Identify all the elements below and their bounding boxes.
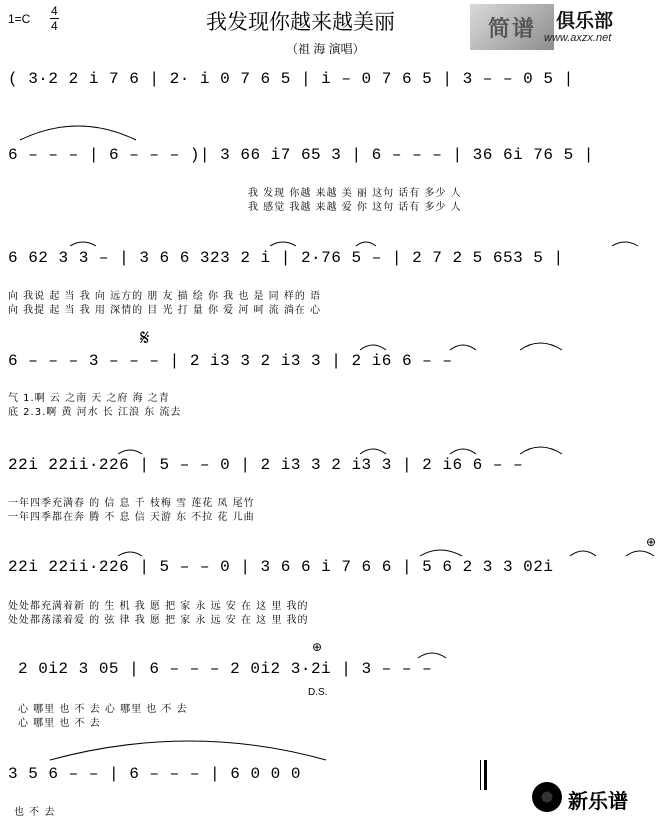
- slur-row5-66: [520, 447, 562, 454]
- slur-row4-33a: [360, 345, 386, 350]
- slur-row8-long: [50, 741, 326, 760]
- performer-credit: （祖 海 演唱）: [286, 42, 365, 56]
- record-disc-icon: [532, 782, 562, 812]
- score-row-6: 22i 22ii·226 | 5 – – 0 | 3 6 6 i 7 6 6 | 5 6 2 3 3 02i: [8, 558, 554, 576]
- score-row-3: 6 62 3 3 – | 3 6 6 323 2 i | 2·76 5 – | 2 7 2 5 653 5 |: [8, 249, 564, 267]
- score-row-1: ( 3·2 2 i 7 6 | 2· i 0 7 6 5 | i – 0 7 6 5 | 3 – – 0 5 |: [8, 70, 574, 88]
- slur-row4-33b: [450, 345, 476, 350]
- slur-row6-2i: [626, 551, 654, 556]
- score-row-4: 6 – – – 3 – – – | 2 i3 3 2 i3 3 | 2 i6 6 – –: [8, 352, 453, 370]
- lyric-row-2-verse-1: 我 发现 你越 来越 美 丽 这句 话有 多少 人: [248, 188, 462, 199]
- slur-row7-2i: [418, 653, 446, 658]
- slur-row6-76: [420, 550, 462, 556]
- slur-row3-33: [70, 242, 96, 246]
- slur-row4-66: [520, 343, 562, 350]
- lyric-row-6-verse-2: 处处都荡漾着爱 的 弦 律 我 愿 把 家 永 远 安 在 这 里 我的: [8, 615, 309, 626]
- lyric-row-8: 也 不 去: [14, 807, 56, 818]
- lyric-row-2-verse-2: 我 感觉 我越 来越 爱 你 这句 话有 多少 人: [248, 202, 462, 213]
- lyric-row-4-verse-1: 气 1.啊 云 之南 天 之府 海 之青: [8, 393, 170, 404]
- logo-brand-left: 简谱: [470, 4, 554, 50]
- slur-row3-35: [612, 242, 638, 246]
- slur-row6-33: [570, 551, 596, 556]
- lyric-row-5-verse-2: 一年四季都在奔 腾 不 息 信 天游 东 不拉 花 儿曲: [8, 512, 255, 523]
- time-signature-top: 4: [51, 4, 58, 18]
- song-title: 我发现你越来越美丽: [206, 10, 395, 34]
- new-score-badge: [532, 782, 660, 812]
- slur-row3-2i: [270, 242, 296, 246]
- time-signature-bottom: 4: [51, 19, 58, 33]
- lyric-row-4-verse-2: 底 2.3.啊 黄 河水 长 江浪 东 流去: [8, 407, 182, 418]
- slur-row3-76: [356, 242, 376, 246]
- segno-marker: 𝄋: [140, 326, 150, 351]
- slur-row5-33b: [450, 449, 476, 454]
- lyric-row-3-verse-2: 向 我提 起 当 我 用 深情的 目 光 打 量 你 爱 河 呵 流 淌在 心: [8, 305, 322, 316]
- score-row-2: 6 – – – | 6 – – – )| 3 66 i7 65 3 | 6 – – – | 36 6i 76 5 |: [8, 146, 594, 164]
- slur-row5-33a: [360, 449, 386, 454]
- logo-brand-right: 俱乐部: [556, 10, 614, 32]
- slur-row2-intro: [20, 126, 136, 140]
- slur-row5-26: [118, 450, 142, 454]
- badge-label: 新乐谱: [568, 789, 628, 813]
- logo-url: www.axzx.net: [544, 32, 612, 44]
- score-row-7: 2 0i2 3 05 | 6 – – – 2 0i2 3·2i | 3 – – –: [18, 660, 433, 678]
- ds-marker: D.S.: [308, 687, 328, 698]
- lyric-row-7-verse-2: 心 哪里 也 不 去: [18, 718, 101, 729]
- lyric-row-6-verse-1: 处处都充满着新 的 生 机 我 愿 把 家 永 远 安 在 这 里 我的: [8, 601, 309, 612]
- slur-row6-26: [118, 552, 142, 556]
- coda-marker-1: ⊕: [646, 535, 657, 549]
- lyric-row-3-verse-1: 向 我说 起 当 我 向 远方的 朋 友 描 绘 你 我 也 是 同 样的 语: [8, 291, 322, 302]
- score-row-8: 3 5 6 – – | 6 – – – | 6 0 0 0: [8, 765, 301, 783]
- score-row-5: 22i 22ii·226 | 5 – – 0 | 2 i3 3 2 i3 3 | 2 i6 6 – –: [8, 456, 524, 474]
- coda-marker-2: ⊕: [312, 640, 323, 654]
- lyric-row-5-verse-1: 一年四季充满春 的 信 息 千 枝梅 雪 莲花 凤 尾竹: [8, 498, 255, 509]
- key-signature: 1=C: [8, 12, 31, 26]
- lyric-row-7-verse-1: 心 哪里 也 不 去 心 哪里 也 不 去: [18, 704, 188, 715]
